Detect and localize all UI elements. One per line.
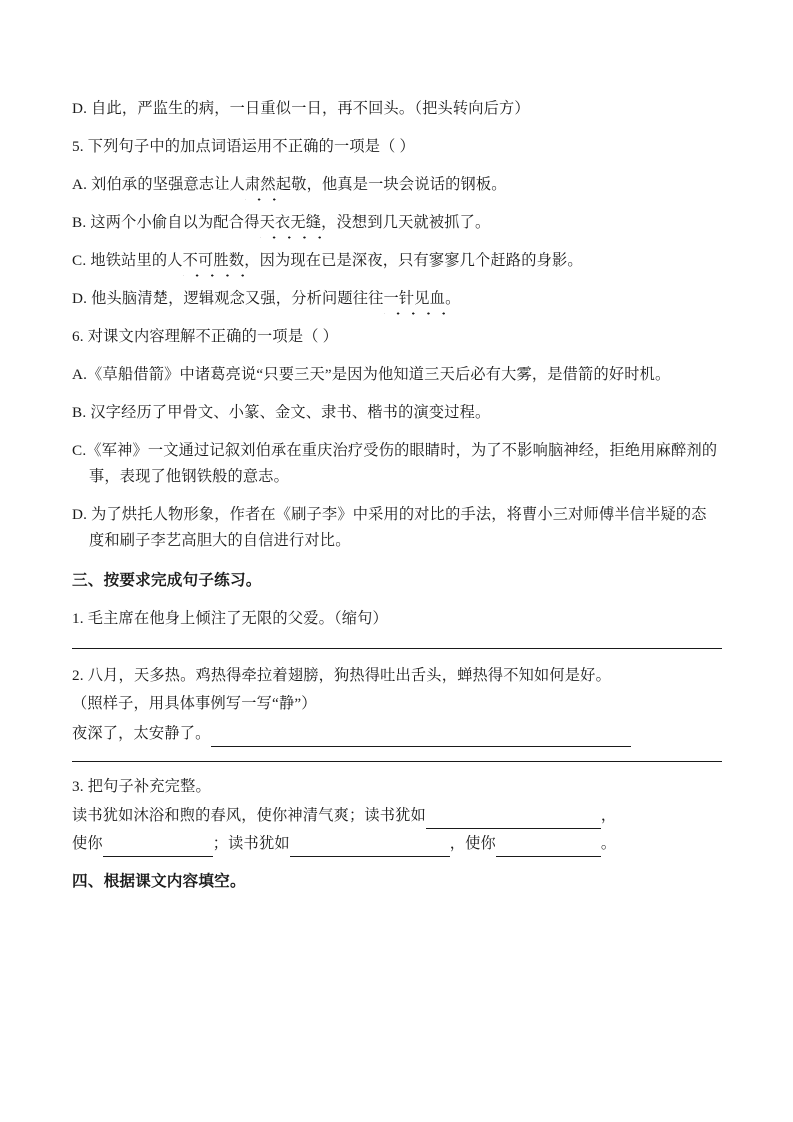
q5d-dotted-phrase: 一针见血: [384, 286, 446, 312]
answer-rule-1[interactable]: [72, 648, 722, 649]
q3-comma-1: ，: [600, 807, 617, 824]
q3-text-3: ；读书犹如: [212, 835, 290, 852]
question-6-option-b: B. 汉字经历了甲骨文、小篆、金文、隶书、楷书的演变过程。: [72, 404, 491, 421]
q5b-text-after: ，没想到几天就被抓了。: [321, 214, 491, 231]
section3-question-3-line1: [72, 803, 722, 829]
question-6-option-d: D. 为了烘托人物形象，作者在《刷子李》中采用的对比的手法，将曹小三对师傅半信半疑的态度和刷子李艺高胆大的自信进行对比。: [72, 506, 707, 549]
q3-text-1: 读书犹如沐浴和煦的春风，使你神清气爽；读书犹如: [72, 807, 426, 824]
q2-prompt-text: 夜深了，太安静了。: [72, 725, 211, 742]
q5c-dotted-phrase: 不可胜数: [183, 248, 245, 274]
answer-blank-3a[interactable]: [426, 811, 601, 829]
section3-question-3-line2: [72, 831, 722, 857]
q5a-dotted-phrase: 肃然: [245, 172, 276, 198]
q3-text-2: 使你: [72, 835, 103, 852]
answer-blank-3b[interactable]: [103, 839, 213, 857]
answer-blank-2a[interactable]: [211, 729, 631, 747]
q5a-text-after: 起敬，他真是一块会说话的钢板。: [275, 176, 507, 193]
section-3-title: 三、按要求完成句子练习。: [72, 572, 262, 589]
answer-blank-3c[interactable]: [290, 839, 450, 857]
section3-question-2-line2: （照样子，用具体事例写一写“静”）: [72, 695, 317, 712]
q3-text-4: ，使你: [449, 835, 496, 852]
q5a-text-before: A. 刘伯承的坚强意志让人: [72, 176, 246, 193]
question-5-option-a: [72, 172, 722, 198]
answer-rule-2[interactable]: [72, 761, 722, 762]
section3-question-1: 1. 毛主席在他身上倾注了无限的父爱。（缩句）: [72, 610, 388, 627]
question-6-option-c: C.《军神》一文通过记叙刘伯承在重庆治疗受伤的眼睛时，为了不影响脑神经，拒绝用麻醉剂的事，表现了他钢铁般的意志。: [72, 442, 718, 485]
question-5-option-c: [72, 248, 722, 274]
question-6-stem: 6. 对课文内容理解不正确的一项是（ ）: [72, 328, 338, 345]
q5c-text-before: C. 地铁站里的人: [72, 252, 183, 269]
q5b-dotted-phrase: 天衣无缝: [260, 210, 322, 236]
answer-blank-3d[interactable]: [496, 839, 601, 857]
page-content: [72, 96, 722, 895]
section3-question-3-title: 3. 把句子补充完整。: [72, 778, 211, 795]
section3-question-2-line3: [72, 721, 722, 747]
question-5-stem: 5. 下列句子中的加点词语运用不正确的一项是（ ）: [72, 138, 415, 155]
question-5-option-d: [72, 286, 722, 312]
section3-question-2-line1: 2. 八月，天多热。鸡热得牵拉着翅膀，狗热得吐出舌头，蝉热得不知如何是好。: [72, 667, 611, 684]
q5d-text-before: D. 他头脑清楚，逻辑观念又强，分析问题往往: [72, 290, 384, 307]
question-4-option-d: D. 自此，严监生的病，一日重似一日，再不回头。（把头转向后方）: [72, 100, 530, 117]
question-5-option-b: [72, 210, 722, 236]
q5d-text-after: 。: [445, 290, 461, 307]
q3-period: 。: [600, 835, 617, 852]
section-4-title: 四、根据课文内容填空。: [72, 873, 246, 890]
question-6-option-a: A.《草船借箭》中诸葛亮说“只要三天”是因为他知道三天后必有大雾，是借箭的好时机。: [72, 366, 671, 383]
q5c-text-after: ，因为现在已是深夜，只有寥寥几个赶路的身影。: [244, 252, 583, 269]
q5b-text-before: B. 这两个小偷自以为配合得: [72, 214, 260, 231]
